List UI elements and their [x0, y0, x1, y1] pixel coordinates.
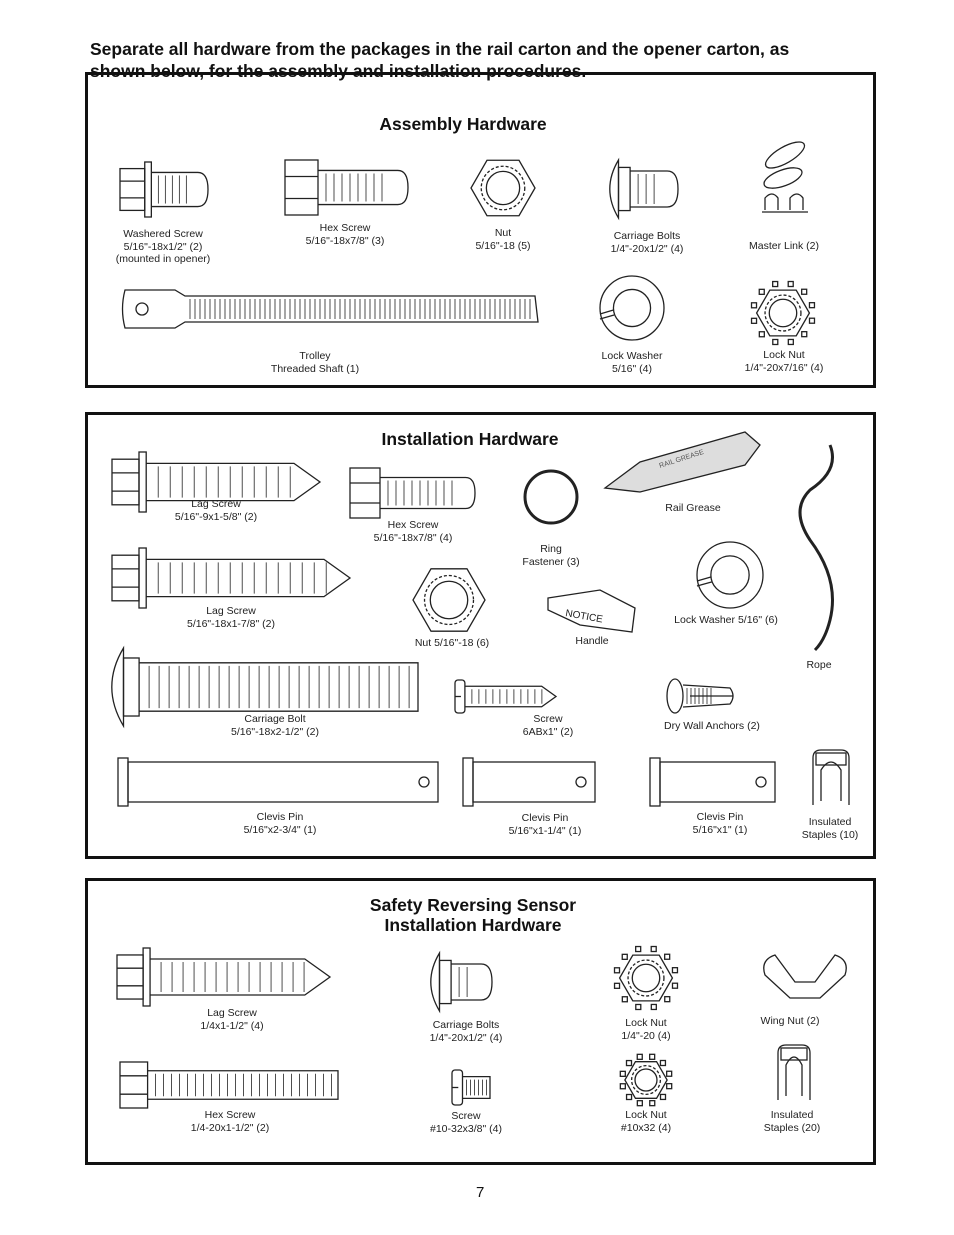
- hex-screw-icon: [285, 160, 408, 215]
- master-link-icon: [761, 137, 808, 212]
- wing-nut-label: Wing Nut (2): [760, 1015, 820, 1027]
- handle-label: Handle: [575, 635, 609, 647]
- nut-2-icon: [413, 569, 485, 631]
- dry-wall-anchor-icon: [667, 679, 733, 713]
- screw-label: Screw 6ABx1" (2): [522, 713, 574, 738]
- ring-fastener-icon: [525, 471, 577, 523]
- rope-label: Rope: [806, 659, 832, 671]
- clevis-pin-3-icon: [650, 758, 775, 806]
- sensor-carriage-bolts-label: Carriage Bolts 1/4"-20x1/2" (4): [429, 1019, 503, 1044]
- lock-washer-2-label: Lock Washer 5/16" (6): [674, 614, 778, 626]
- sensor-screw-label: Screw #10-32x3/8" (4): [429, 1110, 503, 1135]
- sensor-staples-icon: [778, 1045, 810, 1100]
- carriage-bolt-label: Carriage Bolt 5/16"-18x2-1/2" (2): [231, 713, 319, 738]
- threaded-shaft-icon: [123, 290, 539, 328]
- nut-icon: [471, 160, 535, 215]
- lock-nut-icon: [752, 282, 815, 345]
- clevis-pin-1-icon: [118, 758, 438, 806]
- nut-label: Nut 5/16"-18 (5): [475, 227, 531, 252]
- hex-screw-label: Hex Screw 5/16"-18x7/8" (3): [305, 222, 385, 247]
- clevis-pin-2-label: Clevis Pin 5/16"x1-1/4" (1): [508, 812, 582, 837]
- trolley-shaft-label: Trolley Threaded Shaft (1): [270, 350, 360, 375]
- dry-wall-anchors-label: Dry Wall Anchors (2): [664, 720, 760, 732]
- installation-title: Installation Hardware: [381, 429, 559, 449]
- sensor-staples-label: Insulated Staples (20): [763, 1109, 821, 1134]
- svg-text:NOTICE: NOTICE: [564, 608, 604, 626]
- insulated-staples-label: Insulated Staples (10): [801, 816, 859, 841]
- hex-screw-2-label: Hex Screw 5/16"-18x7/8" (4): [373, 519, 453, 544]
- carriage-bolts-label: Carriage Bolts 1/4"-20x1/2" (4): [610, 230, 684, 255]
- sensor-lock-nut-2-icon: [620, 1054, 671, 1105]
- intro-line-2: shown below, for the assembly and installation procedures.: [90, 61, 587, 81]
- sensor-hex-screw-icon: [120, 1062, 338, 1108]
- lag-screw-2-label: Lag Screw 5/16"-18x1-7/8" (2): [187, 605, 275, 630]
- clevis-pin-1-label: Clevis Pin 5/16"x2-3/4" (1): [243, 811, 317, 836]
- lag-screw-2-icon: [112, 548, 350, 608]
- rail-grease-label: Rail Grease: [665, 502, 721, 514]
- sensor-lock-nut-icon: [615, 947, 678, 1010]
- nut-2-label: Nut 5/16"-18 (6): [414, 637, 490, 649]
- svg-text:RAIL GREASE: RAIL GREASE: [658, 448, 705, 470]
- rail-grease-icon: [605, 432, 760, 492]
- washered-screw-icon: [120, 162, 208, 217]
- lock-washer-label: Lock Washer 5/16" (4): [601, 350, 663, 375]
- sensor-hex-screw-label: Hex Screw 1/4-20x1-1/2" (2): [190, 1109, 270, 1134]
- screw-icon: [455, 680, 556, 713]
- assembly-title: Assembly Hardware: [379, 114, 547, 134]
- carriage-bolt-icon: [610, 160, 678, 218]
- sensor-carriage-bolt-icon: [431, 953, 492, 1011]
- page-number: 7: [476, 1184, 485, 1201]
- master-link-label: Master Link (2): [748, 240, 820, 252]
- lock-washer-2-icon: [697, 542, 763, 608]
- lock-nut-label: Lock Nut 1/4"-20x7/16" (4): [744, 349, 824, 374]
- sensor-title-1: Safety Reversing Sensor: [369, 895, 577, 915]
- insulated-staples-icon: [813, 750, 849, 805]
- intro-line-1: Separate all hardware from the packages in the rail carton and the opener carton, as: [90, 39, 790, 59]
- sensor-screw-icon: [452, 1070, 490, 1105]
- wing-nut-icon: [764, 955, 847, 998]
- clevis-pin-2-icon: [463, 758, 595, 806]
- handle-icon: [548, 590, 635, 632]
- washered-screw-label: Washered Screw 5/16"-18x1/2" (2) (mounted in opener): [115, 228, 211, 265]
- lag-screw-1-label: Lag Screw 5/16"-9x1-5/8" (2): [174, 498, 258, 523]
- sensor-lag-screw-icon: [117, 948, 330, 1006]
- sensor-lag-screw-label: Lag Screw 1/4x1-1/2" (4): [200, 1007, 264, 1032]
- rope-icon: [800, 445, 833, 650]
- sensor-lock-nut-label: Lock Nut 1/4"-20 (4): [621, 1017, 671, 1042]
- clevis-pin-3-label: Clevis Pin 5/16"x1" (1): [692, 811, 748, 836]
- ring-fastener-label: Ring Fastener (3): [522, 543, 580, 568]
- lock-washer-icon: [600, 276, 664, 340]
- sensor-title-2: Installation Hardware: [384, 915, 562, 935]
- hex-screw-2-icon: [350, 468, 475, 518]
- sensor-lock-nut-2-label: Lock Nut #10x32 (4): [620, 1109, 672, 1134]
